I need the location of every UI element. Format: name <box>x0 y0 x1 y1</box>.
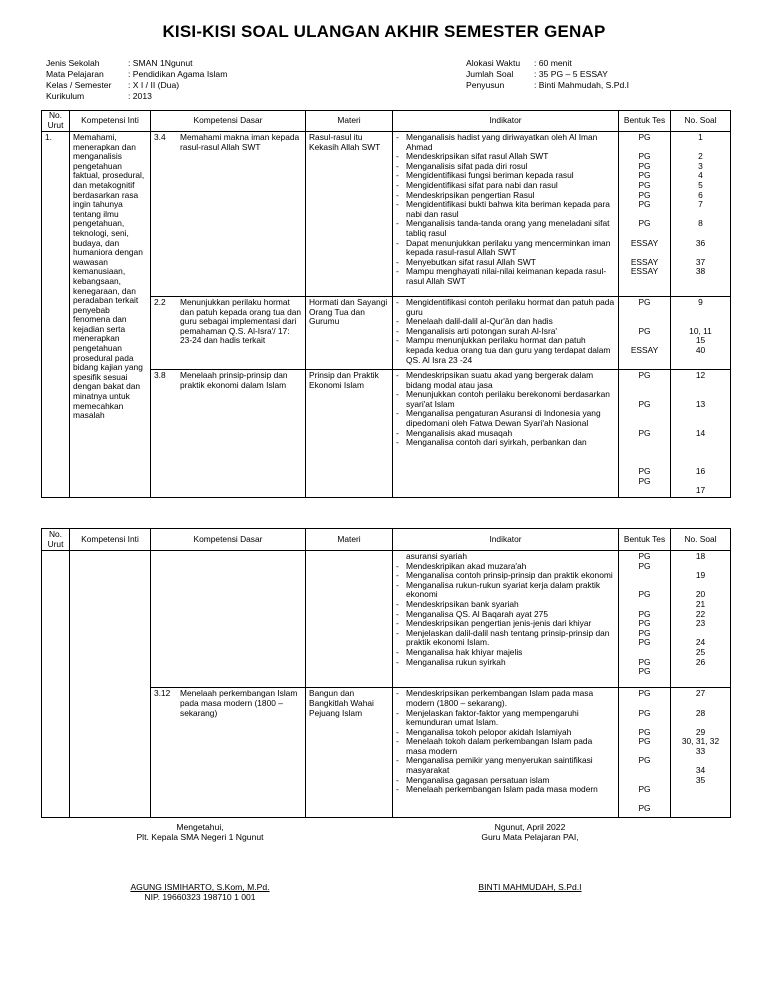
list-value: 14 <box>695 427 706 438</box>
header-no-urut: No. Urut <box>42 529 70 551</box>
list-value: 29 <box>695 726 706 737</box>
list-value: 4 <box>698 170 703 181</box>
signature-left-line2: Plt. Kepala SMA Negeri 1 Ngunut <box>136 832 264 842</box>
list-value: 8 <box>698 218 703 229</box>
header-kompetensi-dasar: Kompetensi Dasar <box>151 529 306 551</box>
materi-text: Hormati dan Sayangi Orang Tua dan Gurumu <box>309 297 388 327</box>
bentuk-list <box>619 551 670 687</box>
indikator-item: - Menganalisa tokoh pelopor akidah Islamiyah <box>396 728 615 738</box>
list-value: 27 <box>695 688 706 699</box>
list-value: PG <box>638 475 651 486</box>
header-indikator: Indikator <box>393 529 619 551</box>
header-no-urut: No. Urut <box>42 111 70 132</box>
list-value: PG <box>638 132 651 142</box>
indikator-item: - Menganalisa rukun-rukun syariat kerja dalam praktik ekonomi <box>396 581 615 600</box>
header-bentuk-tes: Bentuk Tes <box>619 529 671 551</box>
indikator-item: - Mendeskripsikan pengertian Rasul <box>396 191 615 201</box>
list-value: PG <box>638 427 651 438</box>
signature-left-name-block <box>90 882 310 902</box>
signature-left-block <box>100 822 300 842</box>
indikator-item: - Menganalisis arti potongan surah Al-Isra' <box>396 327 615 337</box>
nosoal-list <box>671 688 730 815</box>
list-value: PG <box>638 736 651 747</box>
signature-left-nip: NIP. 19660323 198710 1 001 <box>144 892 256 902</box>
list-value: PG <box>638 218 651 229</box>
list-value: 3 <box>698 160 703 171</box>
signature-left-name: AGUNG ISMIHARTO, S.Kom, M.Pd. <box>130 882 270 892</box>
meta-value: : 35 PG – 5 ESSAY <box>534 69 608 79</box>
indikator-item: - Mengidentifikasi fungsi beriman kepada rasul <box>396 171 615 181</box>
list-value: 33 <box>695 745 706 756</box>
bentuk-list <box>619 688 670 815</box>
meta-label: Mata Pelajaran <box>46 69 104 79</box>
indikator-item: - Menganalisa gagasan persatuan islam <box>396 776 615 786</box>
signature-right-line2: Guru Mata Pelajaran PAI, <box>481 832 579 842</box>
indikator-item: - Mendeskripsikan suatu akad yang bergerak dalam bidang modal atau jasa <box>396 371 615 390</box>
indikator-item: - Mengidentifikasi sifat para nabi dan rasul <box>396 181 615 191</box>
list-value: 35 <box>695 774 706 785</box>
list-value: ESSAY <box>630 237 659 248</box>
header-no-soal: No. Soal <box>671 111 731 132</box>
header-materi: Materi <box>306 111 393 132</box>
kisi-table-1 <box>41 110 731 498</box>
list-value: 25 <box>695 646 706 657</box>
list-value: PG <box>638 179 651 190</box>
kd-text: Menunjukkan perilaku hormat dan patuh kepada orang tua dan guru sebagai implementasi dari pemahaman Q.S. Al-Isra'/ 17: 23-24 dan hadis terkait <box>180 297 302 346</box>
list-value: PG <box>638 189 651 200</box>
indikator-item: - Mengidentifikasi contoh perilaku hormat dan patuh pada guru <box>396 298 615 317</box>
indikator-item: - Menganalisa QS. Al Baqarah ayat 275 <box>396 610 615 620</box>
list-value: 28 <box>695 707 706 718</box>
list-value: 36 <box>695 237 706 248</box>
header-kompetensi-dasar: Kompetensi Dasar <box>151 111 306 132</box>
list-value: 6 <box>698 189 703 200</box>
meta-value: : SMAN 1Ngunut <box>128 58 193 68</box>
list-value: 17 <box>695 485 706 496</box>
list-value: 5 <box>698 179 703 190</box>
kd-number: 3.4 <box>154 132 166 142</box>
list-value: PG <box>638 755 651 766</box>
list-value: 30, 31, 32 <box>681 736 720 747</box>
indikator-item: - Mendeskripsikan bank syariah <box>396 600 615 610</box>
meta-value: : X I / II (Dua) <box>128 80 180 90</box>
indikator-item: - Dapat menunjukkan perilaku yang mencerminkan iman kepada rasul-rasul Allah SWT <box>396 239 615 258</box>
indikator-item: - Menganalisis hadist yang diriwayatkan oleh Al Iman Ahmad <box>396 133 615 152</box>
materi-text: Rasul-rasul itu Kekasih Allah SWT <box>309 132 381 152</box>
indikator-list <box>396 562 615 668</box>
list-value: 10, 11 <box>689 325 712 336</box>
list-value: PG <box>638 170 651 181</box>
indikator-item: - Mampu menghayati nilai-nilai keimanan kepada rasul-rasul Allah SWT <box>396 267 615 286</box>
kd-number: 3.12 <box>154 688 171 699</box>
indikator-continued: asuransi syariah <box>406 551 467 561</box>
list-value: 23 <box>695 618 706 629</box>
list-value: PG <box>638 465 651 476</box>
nosoal-list <box>671 132 730 278</box>
list-value: PG <box>638 325 651 336</box>
signature-right-name: BINTI MAHMUDAH, S.Pd.I <box>478 882 582 892</box>
list-value: PG <box>638 803 651 814</box>
list-value: PG <box>638 666 651 677</box>
list-value: 9 <box>698 297 703 307</box>
header-kompetensi-inti: Kompetensi Inti <box>70 111 151 132</box>
indikator-item: - Menganalisis tanda-tanda orang yang meneladani sifat tabliq rasul <box>396 219 615 238</box>
meta-label: Jenis Sekolah <box>46 58 100 68</box>
list-value: PG <box>638 551 651 561</box>
list-value: PG <box>638 151 651 162</box>
indikator-item: - Menganalisa pengaturan Asuransi di Indonesia yang dipedomani oleh Fatwa Dewan Syari'ah Nasional <box>396 409 615 428</box>
header-indikator: Indikator <box>393 111 619 132</box>
meta-right <box>466 58 629 91</box>
list-value: PG <box>638 637 651 648</box>
meta-value: : 60 menit <box>534 58 572 68</box>
list-value: PG <box>638 726 651 737</box>
nosoal-list <box>671 551 730 687</box>
list-value: 16 <box>695 465 706 476</box>
indikator-list <box>393 370 618 449</box>
meta-value: : Binti Mahmudah, S.Pd.I <box>534 80 630 90</box>
meta-label: Alokasi Waktu <box>466 58 521 68</box>
row-number: 1. <box>45 132 52 142</box>
meta-left <box>46 58 227 102</box>
kd-text: Menelaah prinsip-prinsip dan praktik ekonomi dalam Islam <box>180 370 288 390</box>
nosoal-list <box>671 297 730 357</box>
list-value: 2 <box>698 151 703 162</box>
kisi-table-2 <box>41 528 731 818</box>
list-value: PG <box>638 297 651 307</box>
meta-label: Penyusun <box>466 80 505 90</box>
list-value: PG <box>638 608 651 619</box>
list-value: 18 <box>695 551 706 561</box>
indikator-item: - Menyebutkan sifat rasul Allah SWT <box>396 258 615 268</box>
meta-value: : Pendidikan Agama Islam <box>128 69 228 79</box>
kd-number: 3.8 <box>154 370 166 380</box>
indikator-item: - Mendeskripsikan pengertian jenis-jenis dari khiyar <box>396 619 615 629</box>
list-value <box>674 804 727 814</box>
list-value <box>674 677 727 687</box>
list-value: PG <box>638 656 651 667</box>
indikator-item: - Menunjukkan contoh perilaku berekonomi berdasarkan syari'at Islam <box>396 390 615 409</box>
list-value: 40 <box>695 344 706 355</box>
indikator-item: - Mendeskripsikan perkembangan Islam pada masa modern (1800 – sekarang). <box>396 689 615 708</box>
list-value: PG <box>638 370 651 380</box>
list-value: PG <box>638 627 651 638</box>
list-value: 7 <box>698 199 703 210</box>
list-value: PG <box>638 199 651 210</box>
list-value: 20 <box>695 589 706 600</box>
indikator-item: - Mengidentifikasi bukti bahwa kita beriman kepada para nabi dan rasul <box>396 200 615 219</box>
indikator-item: - Menelaah dalil-dalil al-Qur'ān dan hadis <box>396 317 615 327</box>
indikator-item: - Menelaah tokoh dalam perkembangan Islam pada masa modern <box>396 737 615 756</box>
indikator-list <box>393 297 618 366</box>
indikator-item: - Menjelaskan faktor-faktor yang mempengaruhi kemunduran umat Islam. <box>396 709 615 728</box>
list-value: 15 <box>695 335 706 346</box>
kd-text: Memahami makna iman kepada rasul-rasul Allah SWT <box>180 132 300 152</box>
nosoal-list <box>671 370 730 497</box>
kompetensi-inti-text: Memahami, menerapkan dan menganalisis pengetahuan faktual, prosedural, dan metakognitif berdasarkan rasa ingin tahunya tentang ilmu pengetahuan, teknologi, seni, budaya, dan humaniora dengan wawasan kemanusiaan, kebangsaan, kenegaraan, dan peradaban terkait penyebab fenomena dan kejadian serta menerapkan pengetahuan prosedural pada bidang kajian yang spesifik sesuai dengan bakat dan minatnya untuk memecahkan masalah <box>73 132 145 421</box>
list-value: 38 <box>695 266 706 277</box>
bentuk-list <box>619 370 670 497</box>
indikator-item: - Menjelaskan dalil-dalil nash tentang prinsip-prinsip dan praktik ekonomi Islam. <box>396 629 615 648</box>
list-value: ESSAY <box>630 344 659 355</box>
signature-right-name-block <box>430 882 630 892</box>
indikator-item: - Menganalisa rukun syirkah <box>396 658 615 668</box>
list-value: 22 <box>695 608 706 619</box>
signature-left-line1: Mengetahui, <box>176 822 224 832</box>
list-value: PG <box>638 398 651 409</box>
list-value: PG <box>638 618 651 629</box>
list-value: PG <box>638 707 651 718</box>
indikator-item: - Menganalisis sifat pada diri rosul <box>396 162 615 172</box>
list-value: PG <box>638 688 651 699</box>
meta-label: Kelas / Semester <box>46 80 112 90</box>
header-kompetensi-inti: Kompetensi Inti <box>70 529 151 551</box>
indikator-item: - Menelaah perkembangan Islam pada masa modern <box>396 785 615 795</box>
list-value: 19 <box>695 570 706 581</box>
indikator-item: - Menganalisis akad musaqah <box>396 429 615 439</box>
header-bentuk-tes: Bentuk Tes <box>619 111 671 132</box>
indikator-list <box>393 132 618 288</box>
kd-text: Menelaah perkembangan Islam pada masa modern (1800 – sekarang) <box>180 688 298 718</box>
signature-right-block <box>430 822 630 842</box>
list-value: PG <box>638 560 651 571</box>
materi-text: Prinsip dan Praktik Ekonomi Islam <box>309 370 379 390</box>
indikator-item: - Menganalisa contoh dari syirkah, perbankan dan <box>396 438 615 448</box>
list-value <box>622 486 667 496</box>
list-value: 24 <box>695 637 706 648</box>
indikator-item: - Menganalisa contoh prinsip-prinsip dan praktik ekonomi <box>396 571 615 581</box>
list-value: 34 <box>695 765 706 776</box>
kd-number: 2.2 <box>154 297 166 307</box>
indikator-item: - Mendeskripikan akad muzara'ah <box>396 562 615 572</box>
signature-right-line1: Ngunut, April 2022 <box>494 822 566 832</box>
list-value: 12 <box>695 370 706 380</box>
list-value: PG <box>638 589 651 600</box>
list-value: 26 <box>695 656 706 667</box>
indikator-item: - Mendeskripsikan sifat rasul Allah SWT <box>396 152 615 162</box>
list-value: PG <box>638 784 651 795</box>
indikator-item: - Mampu menunjukkan perilaku hormat dan patuh kepada kedua orang tua dan guru yang terdapat dalam QS. Al Isra 23 -24 <box>396 336 615 365</box>
header-materi: Materi <box>306 529 393 551</box>
meta-label: Kurikulum <box>46 91 85 101</box>
indikator-item: - Menganalisa hak khiyar majelis <box>396 648 615 658</box>
list-value: 37 <box>695 256 706 267</box>
meta-label: Jumlah Soal <box>466 69 514 79</box>
list-value: 1 <box>698 132 703 142</box>
list-value: PG <box>638 160 651 171</box>
bentuk-list <box>619 297 670 357</box>
list-value <box>622 677 667 687</box>
list-value: ESSAY <box>630 266 659 277</box>
document-title: KISI-KISI SOAL ULANGAN AKHIR SEMESTER GENAP <box>162 22 606 41</box>
indikator-item: - Menganalisa pemikir yang menyerukan saintifikasi masyarakat <box>396 756 615 775</box>
indikator-list <box>393 688 618 796</box>
header-no-soal: No. Soal <box>671 529 731 551</box>
list-value: ESSAY <box>630 256 659 267</box>
list-value: 21 <box>695 598 706 609</box>
meta-value: : 2013 <box>128 91 152 101</box>
bentuk-list <box>619 132 670 278</box>
list-value: 13 <box>695 398 706 409</box>
materi-text: Bangun dan Bangkitlah Wahai Pejuang Islam <box>309 688 374 718</box>
